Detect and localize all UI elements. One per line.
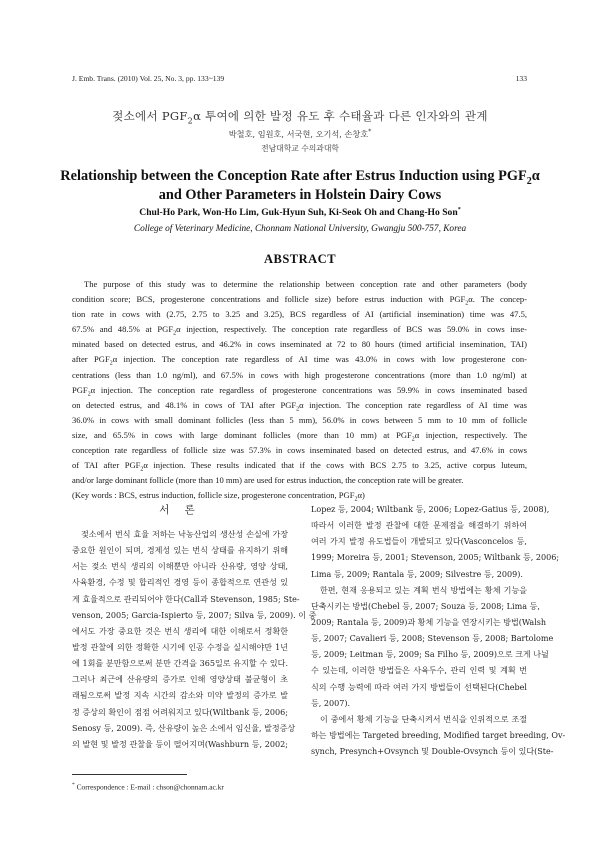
correspondence-email: Correspondence : E-mail : chson@chonnam.ac.kr — [76, 782, 224, 792]
left-column-line: 중요한 원인이 되며, 경제성 있는 번식 상태를 유지하기 위해 — [72, 546, 288, 556]
right-column-line: Lopez 등, 2004; Wiltbank 등, 2006; Lopez-Gatius 등, 2008), — [311, 505, 550, 514]
journal-citation: J. Emb. Trans. (2010) Vol. 25, No. 3, pp. 133~139 — [72, 74, 225, 83]
footnote-marker: * — [72, 782, 75, 788]
left-column-line: venson, 2005; Garcia-Ispierto 등, 2007; Silva 등, 2009). 이 중 — [72, 610, 317, 620]
abstract-line: 36.0% in cows with small dominant follicles (less than 5 mm), 56.0% in cows between 5 mm to 10 mm of follicle — [72, 414, 527, 425]
english-affiliation: College of Veterinary Medicine, Chonnam National University, Gwangju 500-757, Korea — [133, 224, 467, 234]
english-title — [0, 167, 600, 205]
footnote-rule — [72, 774, 187, 775]
abstract-line: size, and 65.5% in cows with large dominant follicles (more than 10 mm) at $PGF_2\alpha$ injection, respectively. The — [72, 429, 527, 443]
right-column-line: 이 중에서 황체 기능을 단축시켜서 번식을 인위적으로 조절 — [320, 714, 527, 724]
left-column — [72, 527, 317, 753]
abstract-line: The purpose of this study was to determine the relationship between conception rate and other parameters (body — [84, 279, 527, 289]
abstract-line: conception rate regardless of follicle size was 57.3% in cows inseminated based on detected estrus, and 47.6% in cows — [72, 445, 527, 456]
right-column-line: 등, 2007; Cavalieri 등, 2008; Stevenson 등, 2008; Bartolome — [311, 634, 554, 644]
right-column-line: 한편, 현재 응용되고 있는 계획 번식 방법에는 황체 기능을 — [320, 585, 527, 595]
abstract-line: after $PGF_2\alpha$ injection. The conception rate regardless of AI time was 43.0% in cows with low progesterone con- — [72, 354, 527, 368]
abstract-heading: ABSTRACT — [263, 252, 337, 266]
english-title-line-1: Relationship between the Conception Rate after Estrus Induction using $PGF_2\alpha$ — [60, 168, 540, 187]
corresponding-marker-en: * — [457, 206, 461, 213]
right-column-line: 1999; Moreira 등, 2001; Stevenson, 2005; Wiltbank 등, 2006; — [311, 553, 560, 563]
right-column-line: 식의 수행 능력에 따라 여러 가지 방법들이 선택된다(Chebel — [311, 682, 527, 692]
abstract-line: 67.5% and 48.5% at $PGF_2\alpha$ injection, respectively. The conception rate regardless of BCS was 59.0% in cows inse- — [72, 324, 527, 337]
abstract-keywords: (Key words : BCS, estrus induction, follicle size, progesterone concentration, $PGF_2\alpha$) — [72, 490, 365, 504]
left-column-line: 젖소에서 번식 효율 저하는 낙농산업의 생산성 손실에 가장 — [81, 530, 288, 539]
left-column-line: 래됨으로써 발정 지속 시간의 감소와 미약 발정의 증가로 발 — [72, 691, 288, 701]
left-column-line: 사육환경, 수정 및 합리적인 경영 등이 종합적으로 연관성 있 — [72, 578, 288, 588]
corresponding-marker: * — [368, 128, 372, 136]
korean-title: 젖소에서 $PGF_2\alpha$ 투여에 의한 발정 유도 후 수태율과 다른 인자와의 관계 — [112, 109, 488, 126]
right-column-line: 수 있는데, 이러한 방법들은 사육두수, 관리 인력 및 계획 번 — [311, 666, 527, 676]
right-column-line: 여러 가지 발정 유도법들이 개발되고 있다(Vasconcelos 등, — [311, 537, 527, 547]
right-column-line: 단축시키는 방법(Chebel 등, 2007; Souza 등, 2008; Lima 등, — [311, 601, 540, 611]
abstract-line: tion rate in cows with (2.75, 2.75 to 3.25 and 3.25), BCS regardless of AI (artificial insemination) time was 47.5, — [72, 309, 527, 320]
right-column — [311, 502, 566, 760]
abstract-line: and/or large dominant follicle (more than 10 mm) are used for estrus induction, the conception rate will be greater. — [72, 475, 464, 486]
korean-authors-text: 박철호, 임원호, 서국현, 오기석, 손창호 — [228, 129, 369, 139]
left-column-line: 발정 관찰에 의한 정확한 시기에 인공 수정을 실시해야만 1년 — [72, 642, 288, 652]
right-column-line: 2009; Rantala 등, 2009)과 황체 기능을 연장시키는 방법(Walsh — [311, 617, 547, 627]
korean-authors — [0, 129, 600, 140]
right-column-line: 따라서 이러한 발정 관찰에 대한 문제점을 해결하기 위하여 — [311, 521, 527, 531]
page-number: 133 — [515, 74, 527, 83]
left-column-line: 정 증상의 확인이 점점 어려워지고 있다(Wiltbank 등, 2006; — [72, 707, 288, 717]
introduction-heading: 서 론 — [159, 504, 201, 516]
left-column-line: 에 1회를 분만함으로써 분만 간격을 365일로 유지할 수 있다. — [72, 659, 288, 669]
left-column-line: 게 효율적으로 관리되어야 한다(Call과 Stevenson, 1985; Ste- — [72, 594, 300, 604]
right-column-line: 등, 2009; Leitman 등, 2009; Sa Filho 등, 2009)으로 크게 나뉠 — [311, 650, 549, 660]
correspondence-footnote — [72, 782, 224, 791]
abstract-line: $PGF_2\alpha$ injection. The conception rate regardless of progesterone concentrations was 59.9% in cows inseminated based — [72, 384, 527, 398]
left-column-line: 에서도 가장 중요한 것은 번식 생리에 대한 이해로서 정확한 — [72, 626, 288, 636]
abstract-line: condition score; BCS, progesterone concentrations and follicle size) before estrus induction with $PGF_2\alpha$. The concep- — [72, 294, 528, 307]
abstract-line: on detected estrus, and 48.1% in cows of TAI after $PGF_2\alpha$ injection. The conception rate regardless of AI time was — [72, 399, 528, 413]
english-authors — [0, 207, 600, 218]
abstract-line: centrations (less than 1.0 ng/ml), and 67.5% in cows with high progesterone concentrations (more than 1.0 ng/ml) at — [72, 369, 527, 380]
abstract-body — [72, 277, 527, 503]
right-column-line: 등, 2007). — [311, 698, 351, 708]
abstract-line: of TAI after $PGF_2\alpha$ injection. These results indicated that if the cows with BCS 2.75 to 3.25, active corpus luteum, — [72, 460, 527, 473]
right-column-line: 하는 방법에는 Targeted breeding, Modified target breeding, Ov- — [311, 730, 566, 740]
right-column-line: synch, Presynch+Ovsynch 및 Double-Ovsynch 등이 있다(Ste- — [311, 747, 554, 757]
left-column-line: 의 발현 및 발정 관찰율 등이 떨어지며(Washburn 등, 2002; — [72, 739, 288, 749]
right-column-line: Lima 등, 2009; Rantala 등, 2009; Silvestre 등, 2009). — [311, 569, 523, 579]
left-column-line: Senosy 등, 2009). 즉, 산유량이 높은 소에서 임신율, 발정증상 — [72, 723, 296, 733]
abstract-line: minated based on detected estrus, and 46.2% in cows inseminated at 72 to 80 hours (timed artificial insemination, TAI) — [72, 339, 527, 350]
korean-affiliation: 전남대학교 수의과대학 — [261, 144, 339, 153]
english-authors-text: Chul-Ho Park, Won-Ho Lim, Guk-Hyun Suh, Ki-Seok Oh and Chang-Ho Son — [139, 207, 458, 218]
english-title-line-2: and Other Parameters in Holstein Dairy Cows — [158, 187, 442, 203]
left-column-line: 서는 젖소 번식 생리의 이해뿐만 아니라 산유량, 영양 상태, — [72, 562, 288, 572]
left-column-line: 그러나 최근에 산유량의 증가로 인해 영양상태 불균형이 초 — [72, 675, 288, 685]
